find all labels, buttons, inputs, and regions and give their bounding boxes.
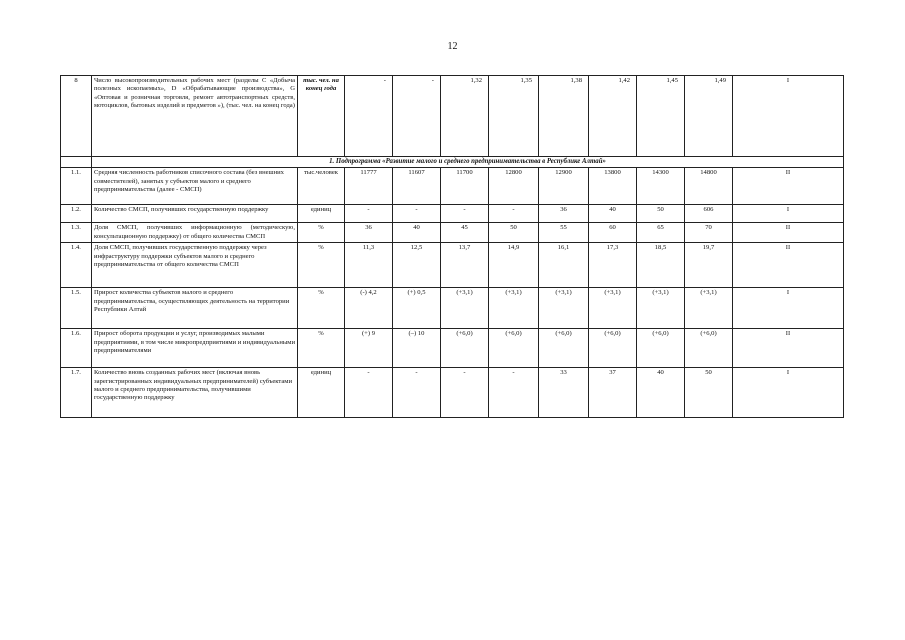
table-row [61, 205, 844, 223]
unit-cell: % [298, 329, 345, 368]
indicator-name: Число высокопроизводительных рабочих мест (разделы С «Добыча полезных ископаемых», D «Обрабатывающие производства», G «Оптовая и розничная торговля, ремонт автотранспортных средств, мотоциклов, бытовых изделий и предметов »), (тыс. чел. на конец года) [92, 76, 298, 157]
value-cell: - [393, 368, 441, 418]
value-cell: 14300 [637, 168, 685, 205]
value-cell: 50 [637, 205, 685, 223]
indicator-name: Средняя численность работников списочного состава (без внешних совместителей), занятых у субъектов малого и среднего предпринимательства (далее - СМСП) [92, 168, 298, 205]
value-cell: 60 [589, 223, 637, 243]
value-cell: 65 [637, 223, 685, 243]
indicator-name: Прирост оборота продукции и услуг, производимых малыми предприятиями, в том числе микропредприятиями и индивидуальными предпринимателями [92, 329, 298, 368]
value-cell: 1,42 [589, 76, 637, 157]
value-cell: (+3,1) [589, 288, 637, 329]
value-cell: 1,49 [685, 76, 733, 157]
value-cell: 13800 [589, 168, 637, 205]
value-cell: - [489, 368, 539, 418]
value-cell: (+6,0) [539, 329, 589, 368]
indicator-name: Доля СМСП, получивших государственную поддержку через инфраструктуру поддержки субъектов малого и среднего предпринимательства от общего количества СМСП [92, 243, 298, 288]
row-number: 1.4. [61, 243, 92, 288]
unit-cell: единиц [298, 368, 345, 418]
value-cell: 606 [685, 205, 733, 223]
indicators-table [60, 75, 844, 418]
indicator-name: Прирост количества субъектов малого и среднего предпринимательства, осуществляющих деятельность на территории Республики Алтай [92, 288, 298, 329]
class-cell: II [733, 329, 844, 368]
value-cell: 14,9 [489, 243, 539, 288]
value-cell: - [489, 205, 539, 223]
class-cell: I [733, 76, 844, 157]
value-cell: 17,3 [589, 243, 637, 288]
section-blank-cell [61, 157, 92, 168]
value-cell: - [393, 205, 441, 223]
value-cell: 37 [589, 368, 637, 418]
value-cell: 40 [393, 223, 441, 243]
value-cell: 40 [637, 368, 685, 418]
value-cell: (+) 0,5 [393, 288, 441, 329]
value-cell: 45 [441, 223, 489, 243]
value-cell: - [441, 368, 489, 418]
table-row [61, 223, 844, 243]
value-cell: 36 [345, 223, 393, 243]
section-title: 1. Подпрограмма «Развитие малого и среднего предпринимательства в Республике Алтай» [92, 157, 844, 168]
value-cell: 16,1 [539, 243, 589, 288]
class-cell: II [733, 243, 844, 288]
value-cell: 33 [539, 368, 589, 418]
value-cell: - [393, 76, 441, 157]
row-number: 1.1. [61, 168, 92, 205]
value-cell: 1,32 [441, 76, 489, 157]
value-cell: 12,5 [393, 243, 441, 288]
value-cell: (–) 10 [393, 329, 441, 368]
unit-cell: тыс. чел. на конец года [298, 76, 345, 157]
value-cell: (+3,1) [685, 288, 733, 329]
value-cell: 19,7 [685, 243, 733, 288]
unit-cell: % [298, 243, 345, 288]
value-cell: 13,7 [441, 243, 489, 288]
value-cell: 12900 [539, 168, 589, 205]
value-cell: 1,45 [637, 76, 685, 157]
value-cell: 40 [589, 205, 637, 223]
value-cell: 14800 [685, 168, 733, 205]
value-cell: (+3,1) [637, 288, 685, 329]
table-row [61, 288, 844, 329]
unit-cell: % [298, 288, 345, 329]
value-cell: 70 [685, 223, 733, 243]
row-number: 1.3. [61, 223, 92, 243]
value-cell: 36 [539, 205, 589, 223]
value-cell: (+6,0) [489, 329, 539, 368]
class-cell: I [733, 368, 844, 418]
class-cell: I [733, 205, 844, 223]
value-cell: - [345, 368, 393, 418]
table-row [61, 168, 844, 205]
row-number: 1.2. [61, 205, 92, 223]
value-cell: 1,38 [539, 76, 589, 157]
value-cell: 18,5 [637, 243, 685, 288]
value-cell: 12800 [489, 168, 539, 205]
unit-cell: % [298, 223, 345, 243]
value-cell: 55 [539, 223, 589, 243]
value-cell: 11607 [393, 168, 441, 205]
value-cell: 50 [489, 223, 539, 243]
indicator-name: Количество СМСП, получивших государственную поддержку [92, 205, 298, 223]
value-cell: (+6,0) [685, 329, 733, 368]
table-row [61, 329, 844, 368]
table-row [61, 368, 844, 418]
unit-cell: тыс.человек [298, 168, 345, 205]
page-number: 12 [447, 41, 458, 52]
value-cell: (+3,1) [441, 288, 489, 329]
indicator-name: Доля СМСП, получивших информационную (методическую, консультационную поддержку) от общего количества СМСП [92, 223, 298, 243]
value-cell: - [441, 205, 489, 223]
table-row [61, 76, 844, 157]
value-cell: (+) 9 [345, 329, 393, 368]
value-cell: (+6,0) [637, 329, 685, 368]
value-cell: 50 [685, 368, 733, 418]
value-cell: - [345, 205, 393, 223]
row-number: 8 [61, 76, 92, 157]
class-cell: I [733, 288, 844, 329]
table-row [61, 243, 844, 288]
value-cell: (+6,0) [441, 329, 489, 368]
value-cell: (-) 4,2 [345, 288, 393, 329]
class-cell: II [733, 168, 844, 205]
indicator-name: Количество вновь созданных рабочих мест (включая вновь зарегистрированных индивидуальных предпринимателей) субъектами малого и среднего предпринимательства, получившими государственную поддержку [92, 368, 298, 418]
row-number: 1.5. [61, 288, 92, 329]
row-number: 1.7. [61, 368, 92, 418]
value-cell: 11,3 [345, 243, 393, 288]
unit-cell: единиц [298, 205, 345, 223]
section-header-row [61, 157, 844, 168]
row-number: 1.6. [61, 329, 92, 368]
value-cell: 11777 [345, 168, 393, 205]
class-cell: II [733, 223, 844, 243]
value-cell: 11700 [441, 168, 489, 205]
value-cell: (+6,0) [589, 329, 637, 368]
value-cell: 1,35 [489, 76, 539, 157]
value-cell: (+3,1) [489, 288, 539, 329]
value-cell: - [345, 76, 393, 157]
value-cell: (+3,1) [539, 288, 589, 329]
